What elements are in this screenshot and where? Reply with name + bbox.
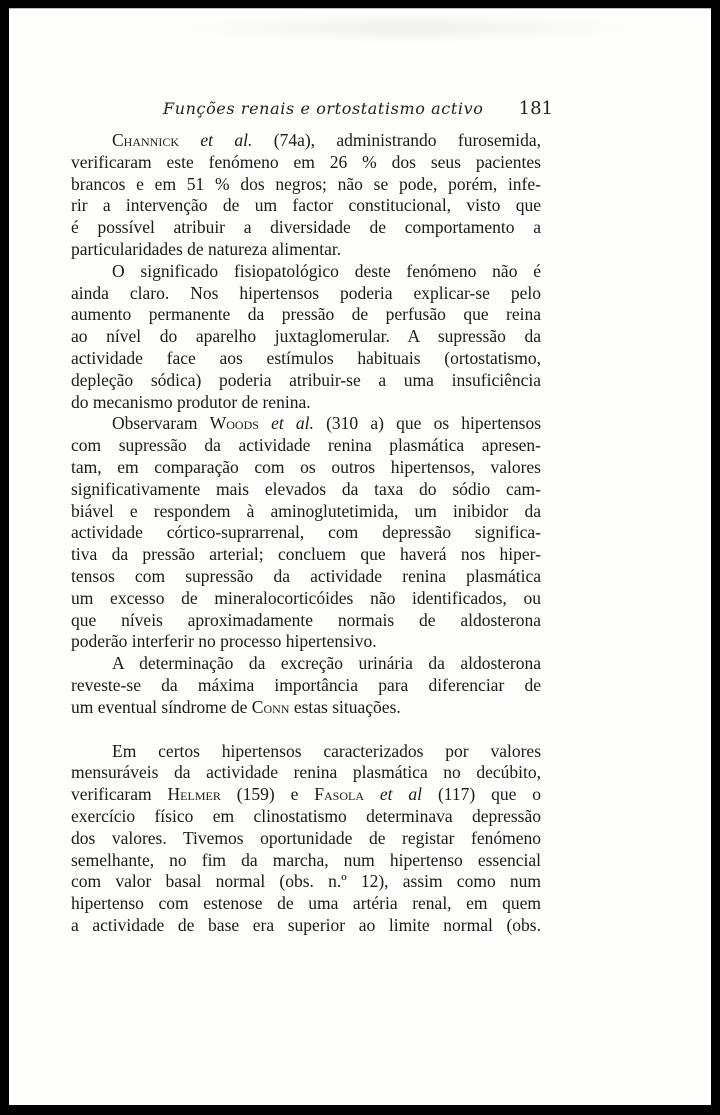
text-line: do mecanismo produtor de renina. xyxy=(71,391,311,412)
text-line: A determinação da excreção urinária da aldosterona xyxy=(112,653,541,674)
et-al: et al. xyxy=(271,413,314,434)
author-name: Fasola xyxy=(314,784,364,805)
page-number: 181 xyxy=(518,98,553,119)
text-line: ao nível do aparelho juxtaglomerular. A supressão da xyxy=(71,326,541,347)
paragraph-significado xyxy=(71,261,541,414)
text-line: tiva da pressão arterial; concluem que haverá nos hiper- xyxy=(71,544,541,565)
text-line: biável e respondem à aminoglutetimida, um inibidor da xyxy=(71,500,541,521)
text-line: mensuráveis da actividade renina plasmática no decúbito, xyxy=(71,762,541,783)
paragraph-aldosterona xyxy=(71,653,541,718)
text-line: poderão interferir no processo hipertensivo. xyxy=(71,631,377,652)
text-line: particularidades de natureza alimentar. xyxy=(71,238,342,259)
section-gap xyxy=(71,719,541,741)
text-line: rir a intervenção de um factor constitucional, visto que xyxy=(71,195,541,216)
et-al: et al xyxy=(379,784,423,805)
text-line: com supressão da actividade renina plasmática apresen- xyxy=(71,435,541,456)
text-line: semelhante, no fim da marcha, num hipertenso essencial xyxy=(71,849,541,870)
text-line: O significado fisiopatológico deste fenómeno não é xyxy=(112,260,541,281)
author-name: Conn xyxy=(251,696,290,717)
author-name: Helmer xyxy=(167,784,221,805)
text-line: depleção sódica) poderia atribuir-se a uma insuficiência xyxy=(71,369,541,390)
text-line: um eventual síndrome de Conn estas situações. xyxy=(71,696,401,717)
paragraph-hipertensos xyxy=(71,741,541,937)
text-line: significativamente mais elevados da taxa do sódio cam- xyxy=(71,478,541,499)
text-line: Em certos hipertensos caracterizados por valores xyxy=(112,740,541,761)
text-line: exercício físico em clinostatismo determinava depressão xyxy=(71,805,541,826)
text-line: verificaram Helmer (159) e Fasola et al (117) que o xyxy=(71,784,542,805)
text-line: hipertenso com estenose de uma artéria renal, em quem xyxy=(71,893,541,914)
text-line: ainda claro. Nos hipertensos poderia explicar-se pelo xyxy=(71,282,541,303)
text-line: que níveis aproximadamente normais de aldosterona xyxy=(71,609,541,630)
running-title: Funções renais e ortostatismo activo xyxy=(163,99,484,118)
text-line: dos valores. Tivemos oportunidade de registar fenómeno xyxy=(71,827,541,848)
text-line: tensos com supressão da actividade renina plasmática xyxy=(71,565,541,586)
text-line: com valor basal normal (obs. n.º 12), assim como num xyxy=(71,871,541,892)
page-header xyxy=(163,92,553,126)
text-line: Observaram Woods et al. (310 a) que os hipertensos xyxy=(112,413,542,434)
text-line: brancos e em 51 % dos negros; não se pode, porém, infe- xyxy=(71,173,541,194)
text-line: verificaram este fenómeno em 26 % dos seus pacientes xyxy=(71,151,541,172)
paragraph-channick xyxy=(71,130,541,261)
text-line: tam, em comparação com os outros hipertensos, valores xyxy=(71,456,541,477)
author-name: Woods xyxy=(209,413,259,434)
text-line: actividade córtico-suprarrenal, com depressão significa- xyxy=(71,522,541,543)
text-line: um excesso de mineralocorticóides não identificados, ou xyxy=(71,587,541,608)
text-line: aumento permanente da pressão de perfusão que reina xyxy=(71,304,541,325)
et-al: et al. xyxy=(200,130,253,150)
text-line: Channick et al. (74a), administrando furosemida, xyxy=(112,130,541,150)
text-line: actividade face aos estímulos habituais (ortostatismo, xyxy=(71,347,541,368)
scan-smudge xyxy=(179,13,639,43)
text-line: é possível atribuir a diversidade de comportamento a xyxy=(71,217,541,238)
paragraph-woods xyxy=(71,413,541,653)
text-line: reveste-se da máxima importância para diferenciar de xyxy=(71,674,541,695)
author-name: Channick xyxy=(112,130,180,150)
body-text xyxy=(71,130,541,937)
text-line: a actividade de base era superior ao limite normal (obs. xyxy=(71,914,541,935)
